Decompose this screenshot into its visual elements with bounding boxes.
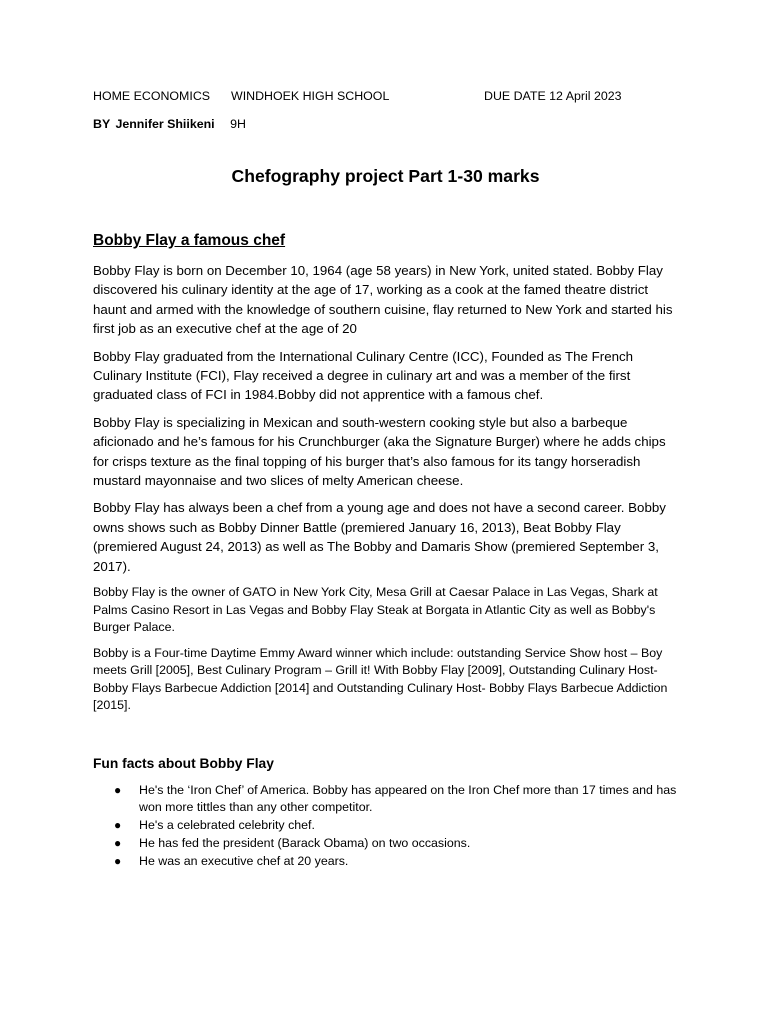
list-item	[93, 782, 678, 818]
fun-facts-heading: Fun facts about Bobby Flay	[93, 755, 274, 771]
school-label: WINDHOEK HIGH SCHOOL	[231, 89, 390, 103]
paragraph-restaurants: Bobby Flay is the owner of GATO in New York City, Mesa Grill at Caesar Palace in Las Vegas, Shark at Palms Casino Resort in Las Vegas and Bobby Flay Steak at Borgata in Atlantic City as well as Bobby's Burger Palace.	[93, 585, 658, 635]
paragraph-education: Bobby Flay graduated from the International Culinary Centre (ICC), Founded as The French Culinary Institute (FCI), Flay received a degree in culinary art and was a member of the first graduated class of FCI in 1984.Bobby did not apprentice with a famous chef.	[93, 348, 634, 403]
fun-fact-text: He's the ‘Iron Chef’ of America. Bobby has appeared on the Iron Chef more than 17 times and has won more tittles than any other competitor.	[139, 782, 677, 815]
class-label: 9H	[230, 117, 246, 131]
list-item	[93, 853, 678, 871]
section-title: Bobby Flay a famous chef	[93, 232, 286, 249]
paragraph-shows: Bobby Flay has always been a chef from a young age and does not have a second career. Bobby owns shows such as Bobby Dinner Battle (premiered January 16, 2013), Beat Bobby Flay (premiered August 24, 2013) as well as The Bobby and Damaris Show (premiered September 3, 2017).	[93, 500, 666, 574]
by-label: BY	[93, 117, 110, 131]
bullet-dot-icon: ●	[114, 818, 122, 833]
bullet-dot-icon: ●	[114, 853, 122, 868]
fun-fact-text: He has fed the president (Barack Obama) on two occasions.	[139, 835, 471, 850]
author-name: Jennifer Shiikeni	[115, 117, 215, 131]
fun-fact-text: He was an executive chef at 20 years.	[139, 853, 349, 868]
byline	[93, 116, 678, 132]
bullet-dot-icon: ●	[114, 835, 122, 850]
paragraph-cooking-style: Bobby Flay is specializing in Mexican and south-western cooking style but also a barbeque aficionado and he’s famous for his Crunchburger (aka the Signature Burger) where he adds chips for crisps texture as the final topping of his burger that’s also famous for its tangy horseradish mustard mayonnaise and two slices of melty American cheese.	[93, 414, 666, 489]
document-page	[93, 88, 678, 871]
list-item	[93, 835, 678, 853]
document-header	[93, 88, 678, 104]
list-item	[93, 817, 678, 835]
subject-label: HOME ECONOMICS	[93, 89, 211, 103]
fun-fact-text: He's a celebrated celebrity chef.	[139, 818, 315, 833]
bullet-dot-icon: ●	[114, 782, 122, 797]
fun-facts-list	[93, 782, 678, 871]
paragraph-birth: Bobby Flay is born on December 10, 1964 (age 58 years) in New York, united stated. Bobby Flay discovered his culinary identity at the age of 17, working as a cook at the famed theatre district haunt and armed with the knowledge of southern cuisine, flay returned to New York and started his first job as an executive chef at the age of 20	[93, 263, 673, 337]
document-title: Chefography project Part 1-30 marks	[231, 166, 540, 186]
paragraph-awards: Bobby is a Four-time Daytime Emmy Award winner which include: outstanding Service Show host – Boy meets Grill [2005], Best Culinary Program – Grill it! With Bobby Flay [2009], Outstanding Culinary Host-Bobby Flays Barbecue Addiction [2014] and Outstanding Culinary Host- Bobby Flays Barbecue Addiction [2015].	[93, 645, 668, 713]
due-date-label: DUE DATE 12 April 2023	[484, 89, 622, 103]
